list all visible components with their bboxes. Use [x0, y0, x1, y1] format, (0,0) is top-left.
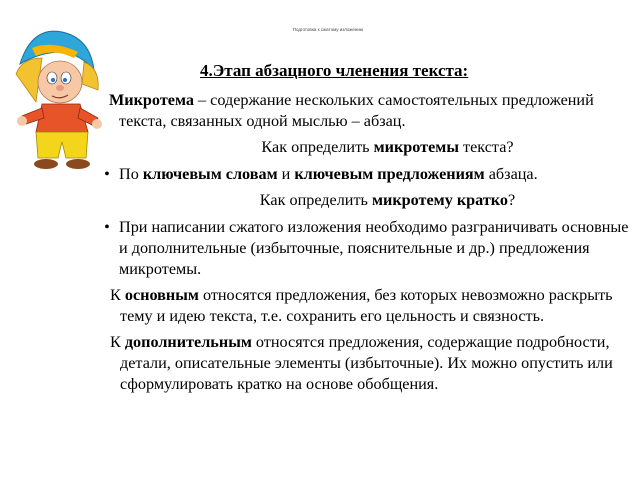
question-text: ?	[508, 191, 516, 209]
question-text: текста?	[458, 138, 514, 156]
bullet-text: и	[277, 165, 295, 183]
microtheme-text: – содержание нескольких самостоятельных предложений текста, связанных одной мыслью – абзац.	[119, 91, 594, 130]
bullet-icon: •	[104, 218, 110, 236]
paragraph-text: К	[110, 286, 125, 304]
slide-content	[100, 90, 635, 400]
main-sentences-paragraph	[100, 285, 635, 327]
question-bold: микротемы	[373, 138, 459, 156]
face-icon	[38, 61, 82, 103]
bullet-keywords	[100, 164, 635, 185]
paragraph-bold: дополнительным	[124, 333, 252, 351]
bullet-text: абзаца.	[484, 165, 538, 183]
bullet-bold: ключевым предложениям	[294, 165, 485, 183]
bullet-writing	[100, 217, 635, 280]
question-bold: микротему кратко	[371, 191, 508, 209]
body-icon	[17, 104, 102, 169]
microtheme-term: Микротема	[109, 91, 194, 109]
paragraph-text: К	[110, 333, 125, 351]
extra-sentences-paragraph	[100, 332, 635, 395]
question-microtheme-brief	[100, 190, 635, 211]
slide-heading: 4.Этап абзацного членения текста:	[200, 61, 469, 80]
microtheme-definition	[100, 90, 635, 132]
bullet-icon: •	[104, 165, 110, 183]
question-text: Как определить	[261, 138, 374, 156]
question-text: Как определить	[259, 191, 372, 209]
cartoon-boy-illustration	[2, 24, 114, 174]
question-microthemes	[100, 137, 635, 158]
bullet-bold: ключевым словам	[142, 165, 278, 183]
paragraph-text: относятся предложения, без которых невозможно раскрыть тему и идею текста, т.е. сохранить его цельность и связность.	[120, 286, 613, 325]
bullet-text: При написании сжатого изложения необходимо разграничивать основные и дополнительные (избыточные, пояснительные и др.) предложения микротемы.	[119, 218, 629, 278]
bullet-text: По	[119, 165, 143, 183]
paragraph-text: относятся предложения, содержащие подробности, детали, описательные элементы (избыточные). Их можно опустить или сформулировать кратко на основе обобщения.	[120, 333, 613, 393]
paragraph-bold: основным	[124, 286, 199, 304]
slide-subtitle: Подготовка к сжатому изложению	[292, 27, 364, 32]
